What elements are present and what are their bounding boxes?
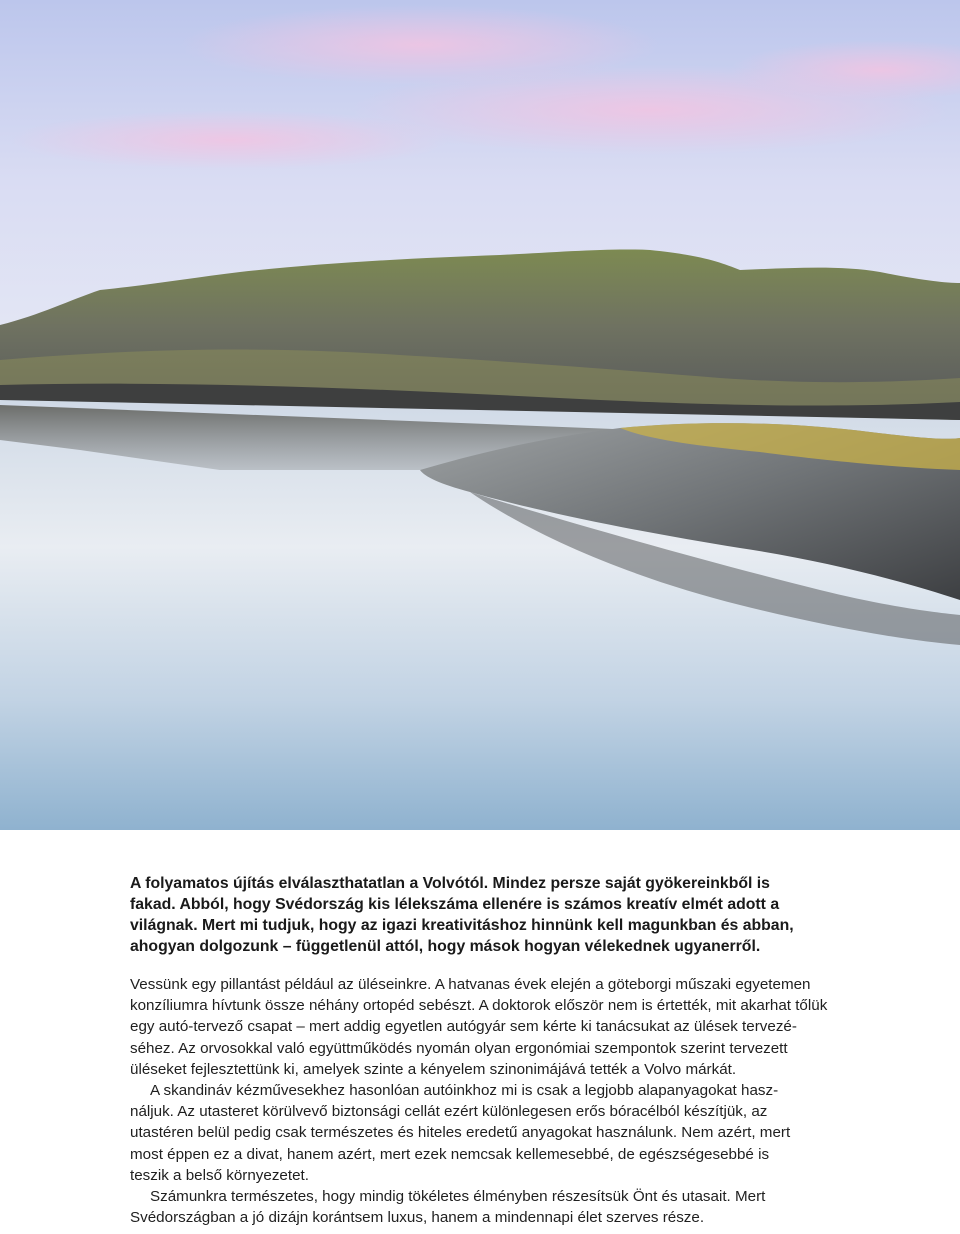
lead-line: ahogyan dolgozunk – függetlenül attól, hogy mások hogyan vélekednek ugyanerről. <box>130 938 761 955</box>
article-text <box>130 873 830 1228</box>
body-line: teszik a belső környezetet. <box>130 1166 309 1184</box>
body-paragraph-materials <box>130 1080 830 1186</box>
lead-line: világnak. Mert mi tudjuk, hogy az igazi kreativitáshoz hinnünk kell magunkban és abban, <box>130 917 794 934</box>
body-line: Számunkra természetes, hogy mindig tökéletes élményben részesítsük Önt és utasait. Mert <box>150 1188 766 1206</box>
body-line: Vessünk egy pillantást például az üléseinkre. A hatvanas évek elején a göteborgi műszaki egyetemen <box>130 976 811 993</box>
body-line: náljuk. Az utasteret körülvevő biztonsági cellát ezért különlegesen erős bóracélból készítjük, az <box>130 1103 768 1121</box>
body-line: most éppen ez a divat, hanem azért, mert ezek nemcsak kellemesebbé, de egészségesebbé is <box>130 1145 770 1163</box>
body-paragraph-design <box>130 1186 830 1228</box>
body-line: egy autó-tervező csapat – mert addig egyetlen autógyár sem kérte ki tanácsukat az ülések tervezé- <box>130 1018 797 1036</box>
body-line: konzíliumra hívtunk össze néhány ortopéd sebészt. A doktorok először nem is értették, mit akarhat tőlük <box>130 997 828 1015</box>
body-line: utastéren belül pedig csak természetes és hiteles eredetű anyagokat használunk. Nem azért, mert <box>130 1124 791 1142</box>
body-line: séhez. Az orvosokkal való együttműködés nyomán olyan ergonómiai szempontok szerint tervezett <box>130 1039 788 1057</box>
body-line: A skandináv kézművesekhez hasonlóan autóinkhoz mi is csak a legjobb alapanyagokat hasz- <box>150 1082 779 1100</box>
body-paragraph-seats <box>130 974 830 1080</box>
lead-line: A folyamatos újítás elválaszthatatlan a Volvótól. Mindez persze saját gyökereinkből is <box>130 875 770 892</box>
body-line: üléseket fejlesztettünk ki, amelyek szinte a kényelem szinonimájává tették a Volvo márkát. <box>130 1060 737 1078</box>
lead-line: fakad. Abból, hogy Svédország kis lélekszáma ellenére is számos kreatív elmét adott a <box>130 896 780 913</box>
body-line: Svédországban a jó dizájn korántsem luxus, hanem a mindennapi élet szerves része. <box>130 1209 705 1227</box>
lead-paragraph <box>130 873 830 957</box>
